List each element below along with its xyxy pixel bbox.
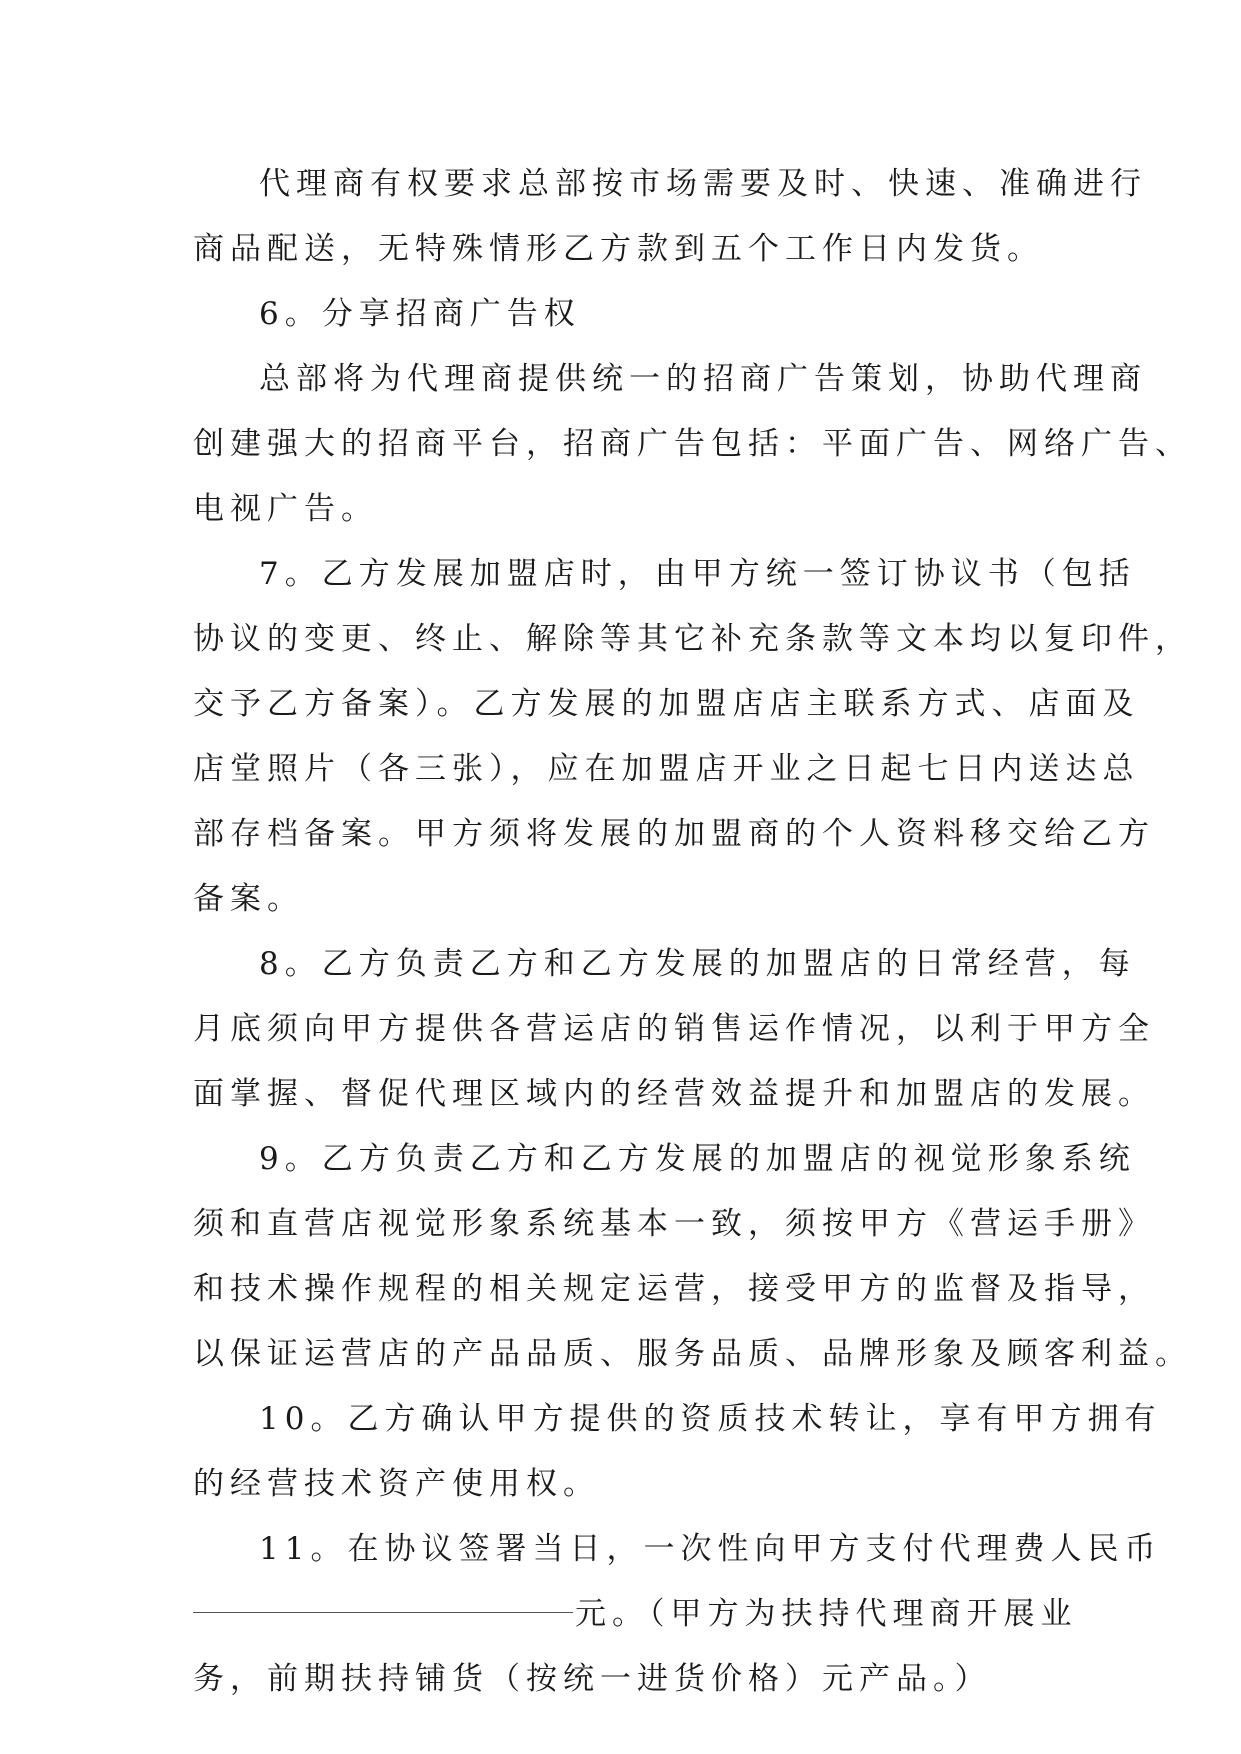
- text-line: 部存档备案。甲方须将发展的加盟商的个人资料移交给乙方: [193, 816, 1155, 852]
- text-line: 面掌握、督促代理区域内的经营效益提升和加盟店的发展。: [193, 1076, 1155, 1112]
- document-body: [193, 152, 1192, 1712]
- text-line: 9。乙方负责乙方和乙方发展的加盟店的视觉形象系统: [259, 1141, 1136, 1177]
- section-heading: 6。分享招商广告权: [259, 296, 581, 332]
- text-line: 10。乙方确认甲方提供的资质技术转让，享有甲方拥有: [259, 1401, 1162, 1437]
- text-line: 协议的变更、终止、解除等其它补充条款等文本均以复印件，: [193, 621, 1192, 657]
- fill-in-blank: [193, 1612, 573, 1613]
- text-line: 的经营技术资产使用权。: [193, 1466, 600, 1502]
- text-line: 11。在协议签署当日，一次性向甲方支付代理费人民币: [259, 1531, 1162, 1567]
- text-line: 月底须向甲方提供各营运店的销售运作情况，以利于甲方全: [193, 1011, 1155, 1047]
- text-line: 须和直营店视觉形象系统基本一致，须按甲方《营运手册》: [193, 1206, 1155, 1242]
- text-line: 总部将为代理商提供统一的招商广告策划，协助代理商: [259, 361, 1147, 397]
- text-line: 以保证运营店的产品品质、服务品质、品牌形象及顾客利益。: [193, 1336, 1192, 1372]
- text-line: 创建强大的招商平台，招商广告包括：平面广告、网络广告、: [193, 426, 1192, 462]
- text-line: 务，前期扶持铺货（按统一进货价格）元产品。）: [193, 1661, 992, 1697]
- text-line: 店堂照片（各三张），应在加盟店开业之日起七日内送达总: [193, 751, 1140, 787]
- text-line: 交予乙方备案）。乙方发展的加盟店店主联系方式、店面及: [193, 686, 1140, 722]
- text-line: 7。乙方发展加盟店时，由甲方统一签订协议书（包括: [259, 556, 1136, 592]
- text-line: 备案。: [193, 881, 304, 917]
- text-line-with-blank: [193, 1582, 1078, 1647]
- text-line: 电视广告。: [193, 491, 378, 527]
- text-fragment: 元。（甲方为扶持代理商开展业: [575, 1596, 1078, 1632]
- text-line: 商品配送，无特殊情形乙方款到五个工作日内发货。: [193, 231, 1044, 267]
- text-line: 代理商有权要求总部按市场需要及时、快速、准确进行: [259, 166, 1147, 202]
- text-line: 和技术操作规程的相关规定运营，接受甲方的监督及指导，: [193, 1271, 1155, 1307]
- text-line: 8。乙方负责乙方和乙方发展的加盟店的日常经营，每: [259, 946, 1136, 982]
